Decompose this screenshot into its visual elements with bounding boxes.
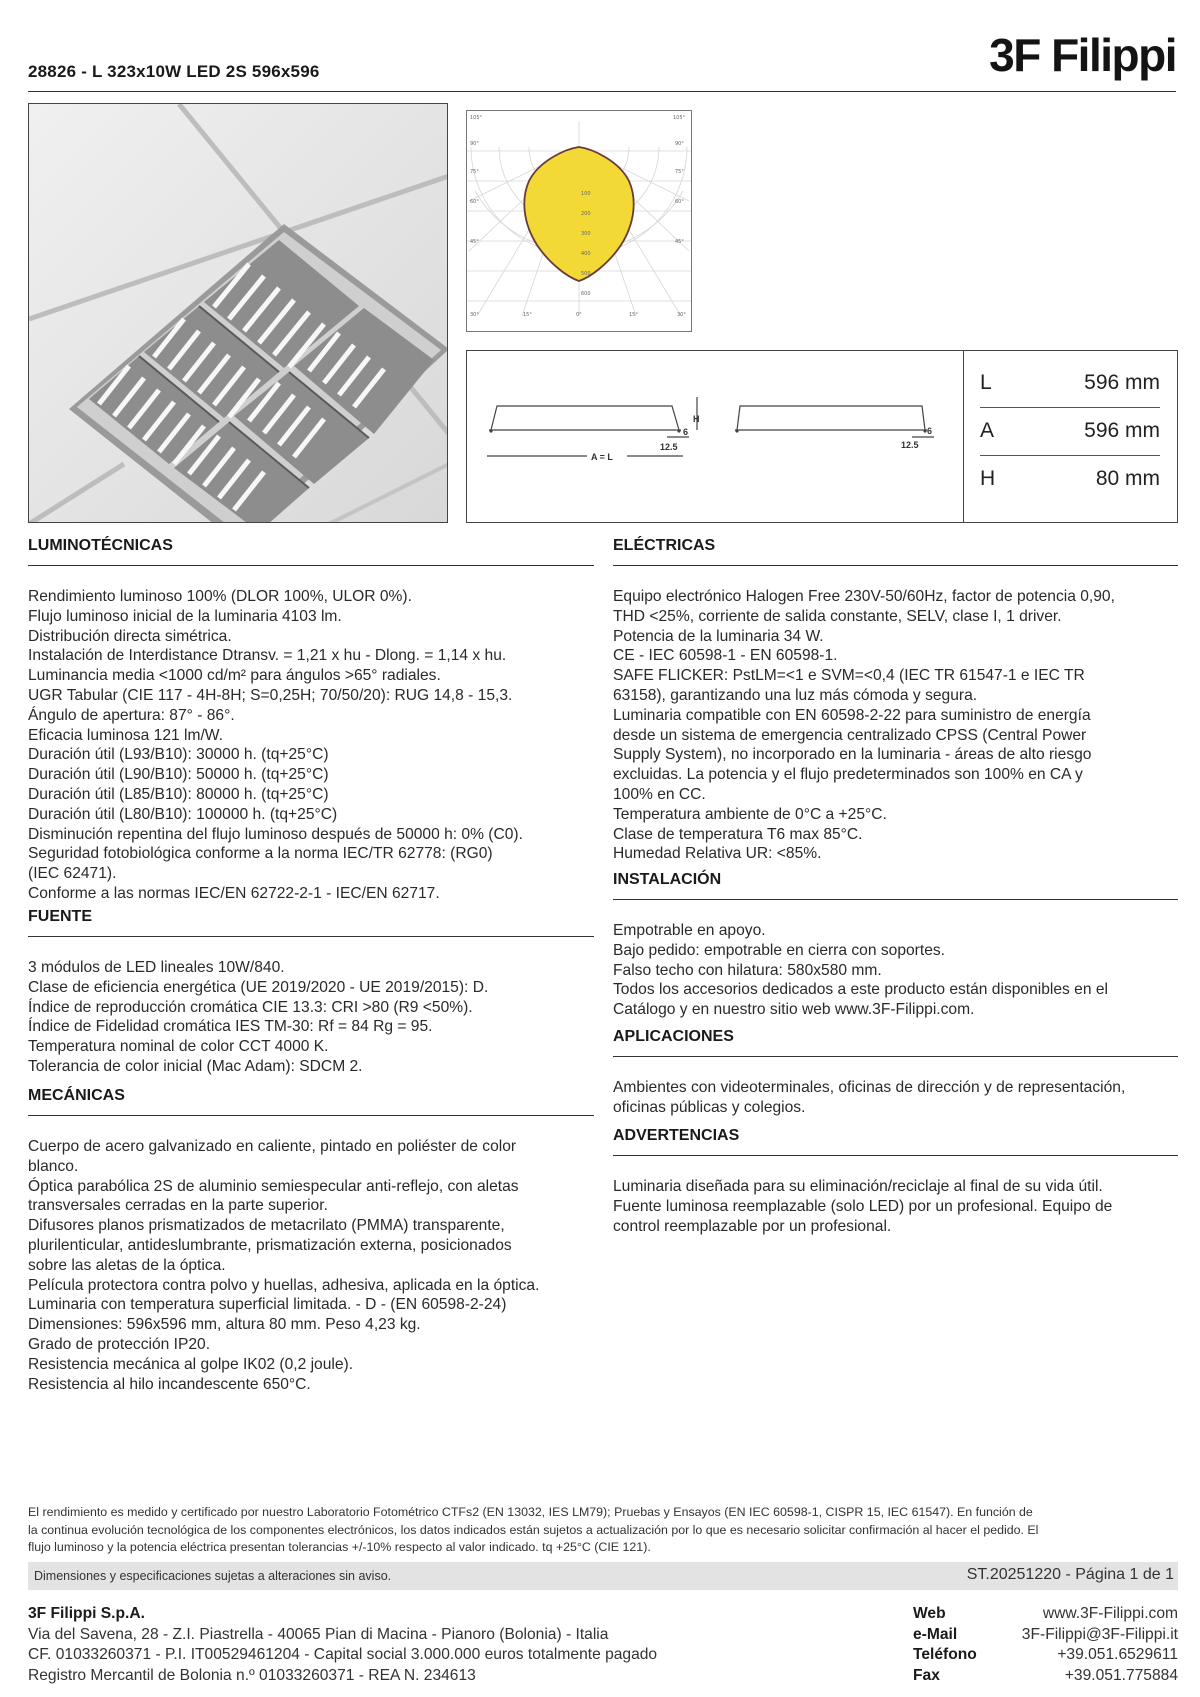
section-luminotecnicas <box>28 537 594 904</box>
spec-line: Resistencia al hilo incandescente 650°C. <box>28 1375 311 1393</box>
contact-row-email <box>913 1625 1178 1646</box>
section-divider <box>28 936 594 937</box>
dimension-key: L <box>980 371 992 394</box>
website-link[interactable]: www.3F-Filippi.com <box>1042 1605 1178 1622</box>
dimension-key: A <box>980 419 995 442</box>
polar-label: 90° <box>470 141 479 147</box>
contact-row-fax <box>913 1666 1178 1687</box>
contact-row-phone <box>913 1645 1178 1666</box>
section-body <box>28 958 594 1077</box>
spec-line: Humedad Relativa UR: <85%. <box>613 845 822 863</box>
dimensions-panel <box>466 350 1178 523</box>
brand-logo: 3F Filippi <box>989 29 1176 81</box>
spec-line: desde un sistema de emergencia centralizado CPSS (Central Power <box>613 726 1087 744</box>
spec-line: Óptica parabólica 2S de aluminio semiespecular anti-reflejo, con aletas <box>28 1177 519 1195</box>
header-divider <box>28 91 1176 92</box>
company-fiscal: CF. 01033260371 - P.I. IT00529461204 - Capital social 3.000.000 euros totalmente pagado <box>28 1646 658 1663</box>
section-title: INSTALACIÓN <box>613 871 722 888</box>
polar-label: 45° <box>470 239 479 245</box>
polar-label: 500 <box>581 271 591 277</box>
dimension-table <box>963 351 1179 522</box>
section-divider <box>28 1115 594 1116</box>
footnote <box>28 1504 1178 1557</box>
polar-diagram <box>466 110 692 332</box>
polar-label: 0° <box>576 312 582 318</box>
product-photo <box>28 103 448 523</box>
footer-bar <box>28 1562 1178 1590</box>
offset-label: 6 <box>927 426 933 436</box>
polar-label: 60° <box>675 199 684 205</box>
contact-label: Fax <box>913 1666 940 1684</box>
spec-line: oficinas públicas y colegios. <box>613 1098 806 1116</box>
section-title: ADVERTENCIAS <box>613 1127 740 1144</box>
section-aplicaciones <box>613 1028 1178 1118</box>
polar-label: 60° <box>470 199 479 205</box>
spec-line: Fuente luminosa reemplazable (solo LED) por un profesional. Equipo de <box>613 1197 1113 1215</box>
spec-line: 3 módulos de LED lineales 10W/840. <box>28 959 285 976</box>
spec-line: Cuerpo de acero galvanizado en caliente, pintado en poliéster de color <box>28 1138 517 1155</box>
spec-line: Dimensiones: 596x596 mm, altura 80 mm. Peso 4,23 kg. <box>28 1316 421 1334</box>
spec-line: Duración útil (L90/B10): 50000 h. (tq+25°C) <box>28 766 329 784</box>
polar-label: 200 <box>581 211 591 217</box>
section-body <box>613 1177 1178 1236</box>
spec-line: Equipo electrónico Halogen Free 230V-50/60Hz, factor de potencia 0,90, <box>613 588 1115 605</box>
spec-line: 63158), garantizando una luz más cómoda y segura. <box>613 686 978 704</box>
spec-line: Ángulo de apertura: 87° - 86°. <box>28 706 235 724</box>
spec-line: Bajo pedido: empotrable en cierra con soportes. <box>613 941 945 959</box>
section-divider <box>613 1056 1178 1057</box>
spec-line: Tolerancia de color inicial (Mac Adam): SDCM 2. <box>28 1057 363 1075</box>
polar-label: 30° <box>677 312 686 318</box>
spec-line: Temperatura ambiente de 0°C a +25°C. <box>613 805 887 823</box>
spec-line: Duración útil (L80/B10): 100000 h. (tq+25°C) <box>28 805 338 823</box>
spec-line: Flujo luminoso inicial de la luminaria 4103 lm. <box>28 607 342 625</box>
company-name: 3F Filippi S.p.A. <box>28 1605 145 1622</box>
spec-line: Ambientes con videoterminales, oficinas de dirección y de representación, <box>613 1079 1126 1096</box>
spec-line: Luminaria diseñada para su eliminación/reciclaje al final de su vida útil. <box>613 1178 1103 1195</box>
section-title: APLICACIONES <box>613 1028 734 1045</box>
section-divider <box>28 565 594 566</box>
spec-line: Duración útil (L93/B10): 30000 h. (tq+25°C) <box>28 746 329 764</box>
spec-line: (IEC 62471). <box>28 865 117 883</box>
section-body <box>613 587 1178 864</box>
spec-line: Índice de Fidelidad cromática IES TM-30: Rf = 84 Rg = 95. <box>28 1018 433 1036</box>
dimension-value: 80 mm <box>1095 467 1160 490</box>
spec-line: transversales cerradas en la parte superior. <box>28 1197 328 1215</box>
spec-line: Eficacia luminosa 121 lm/W. <box>28 726 223 744</box>
length-label: A = L <box>591 452 613 462</box>
footnote-line: El rendimiento es medido y certificado por nuestro Laboratorio Fotométrico CTFs2 (EN 13032, IES LM79); Pruebas y Ensayos (EN IEC 60598-1, CISPR 15, IEC 61547). En función de <box>28 1505 1033 1519</box>
spec-line: UGR Tabular (CIE 117 - 4H-8H; S=0,25H; 70/50/20): RUG 14,8 - 15,3. <box>28 686 513 704</box>
spec-line: Disminución repentina del flujo luminoso después de 50000 h: 0% (C0). <box>28 825 523 843</box>
dimension-value: 596 mm <box>1084 419 1160 442</box>
footnote-line: la continua evolución tecnológica de los componentes electrónicos, los datos indicados están sujetos a actualización por lo que es necesario solicitar confirmación al hacer el pedido. El <box>28 1522 1039 1537</box>
spec-line: Grado de protección IP20. <box>28 1335 211 1353</box>
spec-line: Instalación de Interdistance Dtransv. = 1,21 x hu - Dlong. = 1,14 x hu. <box>28 647 507 665</box>
spec-line: Luminaria compatible con EN 60598-2-22 para suministro de energía <box>613 706 1091 724</box>
section-body <box>28 1137 594 1394</box>
spec-line: SAFE FLICKER: PstLM=<1 e SVM=<0,4 (IEC TR 61547-1 e IEC TR <box>613 667 1085 685</box>
spec-line: CE - IEC 60598-1 - EN 60598-1. <box>613 647 838 665</box>
email-link[interactable]: 3F-Filippi@3F-Filippi.it <box>1021 1625 1178 1643</box>
spec-line: THD <25%, corriente de salida constante, SELV, clase I, 1 driver. <box>613 607 1062 625</box>
dimension-row-a <box>980 409 1160 456</box>
spec-line: Difusores planos prismatizados de metacrilato (PMMA) transparente, <box>28 1217 505 1235</box>
contact-label: e-Mail <box>913 1625 958 1643</box>
section-body <box>613 921 1178 1020</box>
polar-label: 15° <box>629 312 638 318</box>
spec-line: Conforme a las normas IEC/EN 62722-2-1 - IEC/EN 62717. <box>28 884 440 902</box>
spec-line: Rendimiento luminoso 100% (DLOR 100%, ULOR 0%). <box>28 588 412 605</box>
section-fuente <box>28 908 594 1077</box>
contact-label: Teléfono <box>913 1646 977 1663</box>
product-title: 28826 - L 323x10W LED 2S 596x596 <box>28 62 320 81</box>
spec-line: Temperatura nominal de color CCT 4000 K. <box>28 1038 329 1056</box>
polar-label: 105° <box>470 115 483 121</box>
spec-line: Falso techo con hilatura: 580x580 mm. <box>613 961 882 979</box>
spec-line: blanco. <box>28 1157 79 1175</box>
polar-label: 75° <box>470 169 479 175</box>
polar-label: 100 <box>581 191 591 197</box>
page-reference: ST.20251220 - Página 1 de 1 <box>966 1566 1174 1583</box>
polar-label: 300 <box>581 231 591 237</box>
polar-label: 75° <box>675 169 684 175</box>
spec-line: sobre las aletas de la óptica. <box>28 1256 226 1274</box>
phone-number: +39.051.6529611 <box>1057 1646 1178 1663</box>
polar-label: 30° <box>470 312 479 318</box>
spec-line: Clase de temperatura T6 max 85°C. <box>613 825 863 843</box>
dimension-key: H <box>980 467 996 490</box>
section-instalacion <box>613 871 1178 1020</box>
spec-line: Catálogo y en nuestro sitio web www.3F-Filippi.com. <box>613 1001 975 1019</box>
spec-line: Distribución directa simétrica. <box>28 627 232 645</box>
section-mecanicas <box>28 1087 594 1394</box>
polar-label: 90° <box>675 141 684 147</box>
luminaire-illustration <box>29 104 448 523</box>
spec-line: Todos los accesorios dedicados a este producto están disponibles en el <box>613 981 1108 999</box>
polar-label: 400 <box>581 251 591 257</box>
polar-label: 600 <box>581 291 591 297</box>
spec-line: Película protectora contra polvo y huellas, adhesiva, aplicada en la óptica. <box>28 1276 540 1294</box>
spec-line: Empotrable en apoyo. <box>613 922 766 939</box>
side-dimension-label: 12.5 <box>660 442 678 452</box>
spec-line: control reemplazable por un profesional. <box>613 1217 892 1235</box>
section-title: ELÉCTRICAS <box>613 537 716 554</box>
offset-label: 6 <box>683 427 689 437</box>
company-info <box>28 1604 657 1686</box>
spec-line: 100% en CC. <box>613 785 706 803</box>
section-divider <box>613 565 1178 566</box>
company-registry: Registro Mercantil de Bolonia n.º 01033260371 - REA N. 234613 <box>28 1666 476 1684</box>
section-title: FUENTE <box>28 908 92 925</box>
section-title: MECÁNICAS <box>28 1087 125 1104</box>
spec-line: Seguridad fotobiológica conforme a la norma IEC/TR 62778: (RG0) <box>28 845 493 863</box>
polar-label: 45° <box>675 239 684 245</box>
section-body <box>28 587 594 904</box>
spec-line: Duración útil (L85/B10): 80000 h. (tq+25°C) <box>28 785 329 803</box>
spec-line: excluidas. La potencia y el flujo predeterminados son 100% en CA y <box>613 766 1083 784</box>
section-divider <box>613 1155 1178 1156</box>
footnote-line: flujo luminoso y la potencia eléctrica presentan tolerancias +/-10% respecto al valor indicado. tq +25°C (CIE 121). <box>28 1540 651 1554</box>
spec-line: plurilenticular, antideslumbrante, prismatización externa, posicionados <box>28 1236 512 1254</box>
height-label: H <box>693 414 700 424</box>
disclaimer: Dimensiones y especificaciones sujetas a alteraciones sin aviso. <box>34 1569 392 1583</box>
dimension-drawing <box>467 351 963 522</box>
dimension-value: 596 mm <box>1084 371 1160 394</box>
spec-line: Luminaria con temperatura superficial limitada. - D - (EN 60598-2-24) <box>28 1296 507 1314</box>
spec-line: Resistencia mecánica al golpe IK02 (0,2 joule). <box>28 1355 354 1373</box>
company-address: Via del Savena, 28 - Z.I. Piastrella - 40065 Pian di Macina - Pianoro (Bolonia) - Italia <box>28 1625 609 1643</box>
contact-info <box>913 1604 1178 1686</box>
spec-line: Supply System), no incorporado en la luminaria - áreas de alto riesgo <box>613 746 1092 764</box>
polar-label: 15° <box>523 312 532 318</box>
spec-line: Luminancia media <1000 cd/m² para ángulos >65° radiales. <box>28 667 441 685</box>
dimension-row-l <box>980 361 1160 408</box>
section-divider <box>613 899 1178 900</box>
section-advertencias <box>613 1127 1178 1236</box>
spec-line: Índice de reproducción cromática CIE 13.3: CRI >80 (R9 <50%). <box>28 998 473 1016</box>
contact-label: Web <box>913 1605 946 1622</box>
side-dimension-label: 12.5 <box>901 440 919 450</box>
section-title: LUMINOTÉCNICAS <box>28 537 173 554</box>
dimension-row-h <box>980 457 1160 504</box>
contact-row-web <box>913 1604 1178 1625</box>
section-body <box>613 1078 1178 1118</box>
spec-line: Potencia de la luminaria 34 W. <box>613 627 824 645</box>
fax-number: +39.051.775884 <box>1064 1666 1178 1684</box>
spec-line: Clase de eficiencia energética (UE 2019/2020 - UE 2019/2015): D. <box>28 978 489 996</box>
section-electricas <box>613 537 1178 864</box>
polar-label: 105° <box>673 115 686 121</box>
